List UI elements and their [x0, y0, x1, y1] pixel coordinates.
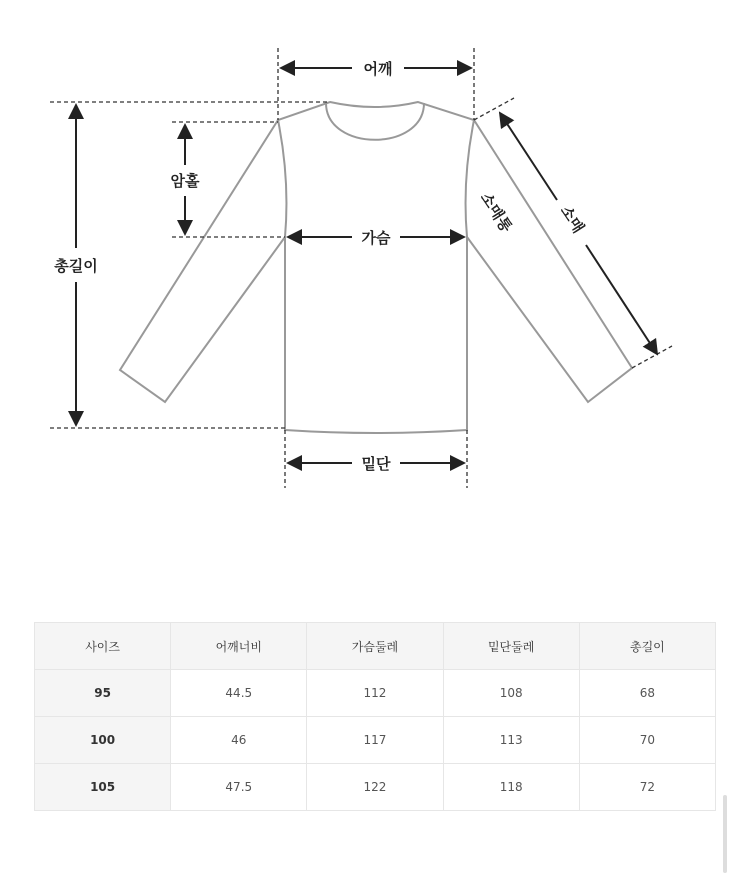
scrollbar[interactable]	[723, 795, 727, 873]
cell: 108	[443, 670, 579, 717]
cell: 46	[171, 717, 307, 764]
shirt-outline	[120, 102, 632, 433]
cell: 68	[579, 670, 715, 717]
label-sleeve: 소매	[556, 202, 588, 237]
guide-lines	[50, 48, 672, 488]
table-row	[35, 764, 716, 811]
table-row	[35, 717, 716, 764]
table-header-row	[35, 623, 716, 670]
cell-size: 95	[35, 670, 171, 717]
cell-size: 100	[35, 717, 171, 764]
size-table	[34, 622, 716, 811]
header-size: 사이즈	[35, 623, 171, 670]
cell: 122	[307, 764, 443, 811]
label-armhole: 암홀	[170, 172, 200, 190]
label-hem: 밑단	[361, 455, 391, 473]
label-sleeve-width: 소매통	[476, 189, 516, 236]
cell: 117	[307, 717, 443, 764]
header-total-length: 총길이	[579, 623, 715, 670]
table-row	[35, 670, 716, 717]
dimension-arrows	[76, 68, 657, 463]
cell: 47.5	[171, 764, 307, 811]
cell: 44.5	[171, 670, 307, 717]
label-total-length: 총길이	[54, 257, 98, 275]
cell: 118	[443, 764, 579, 811]
label-shoulder: 어깨	[363, 60, 393, 78]
cell: 72	[579, 764, 715, 811]
cell: 113	[443, 717, 579, 764]
header-chest: 가슴둘레	[307, 623, 443, 670]
cell: 112	[307, 670, 443, 717]
label-chest: 가슴	[361, 229, 391, 247]
header-shoulder-width: 어깨너비	[171, 623, 307, 670]
cell: 70	[579, 717, 715, 764]
cell-size: 105	[35, 764, 171, 811]
header-hem: 밑단둘레	[443, 623, 579, 670]
